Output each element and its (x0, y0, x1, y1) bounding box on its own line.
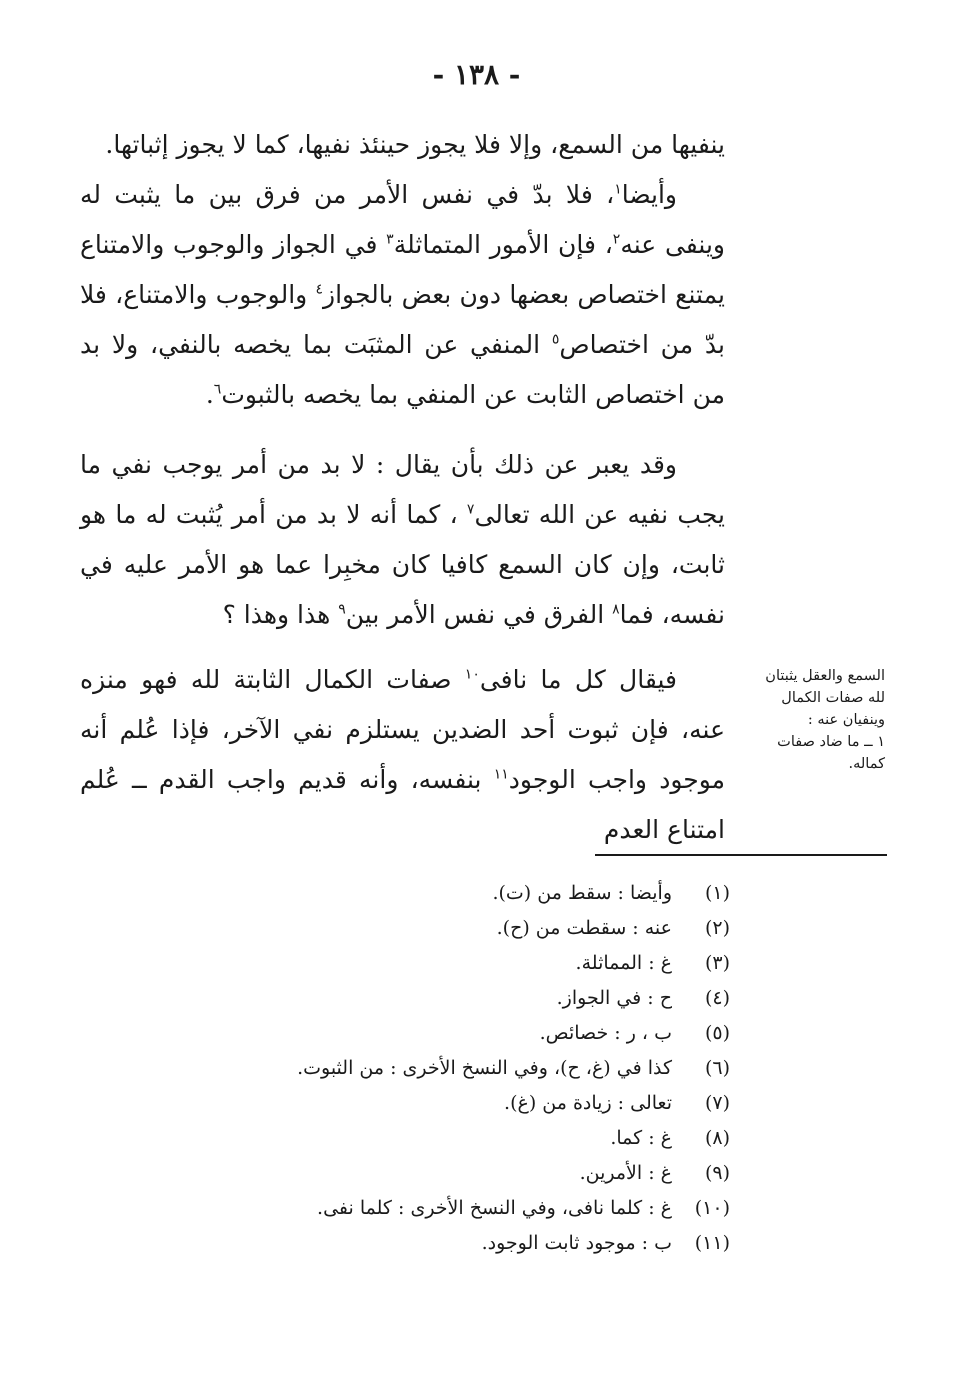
footnote-10 (230, 1191, 730, 1226)
footnote-text: عنه : سقطت من (ح). (496, 917, 672, 939)
footnote-text: غ : المماثلة. (575, 952, 672, 974)
footnote-1 (230, 876, 730, 911)
text-run: وأيضا (621, 180, 677, 209)
margin-note-line: السمع والعقل يثبتان (765, 668, 885, 684)
footnote-number: (١١) (694, 1232, 730, 1254)
margin-note-line: كماله. (848, 756, 885, 772)
footnote-text: ب : موجود ثابت الوجود. (481, 1232, 672, 1254)
footnote-11 (230, 1226, 730, 1261)
text-run: وقد يعبر عن ذلك بأن يقال : لا بد من أمر يوجب نفي ما يجب نفيه عن الله تعالى (80, 450, 725, 529)
footnote-4 (230, 981, 730, 1016)
footnote-separator (595, 854, 887, 856)
footnote-reference: ١ (614, 181, 622, 198)
footnote-text: غ : كما. (610, 1127, 672, 1149)
footnote-reference: ٢ (612, 231, 621, 248)
margin-note (735, 665, 885, 775)
paragraph-1 (80, 120, 725, 420)
footnote-7 (230, 1086, 730, 1121)
footnote-5 (230, 1016, 730, 1051)
footnote-8 (230, 1121, 730, 1156)
footnote-number: (١) (704, 882, 730, 904)
paragraph-2 (80, 440, 725, 640)
footnote-2 (230, 911, 730, 946)
text-run: في الجواز والوجوب والامتناع يمتنع اختصاص بعضها دون بعض بالجواز (80, 230, 725, 309)
footnote-number: (٤) (704, 987, 730, 1009)
margin-note-line: وينفيان عنه : (807, 712, 885, 728)
text-run: ينفيها من السمع، وإلا فلا يجوز حينئذ نفيها، كما لا يجوز إثباتها. (105, 130, 725, 159)
footnote-number: (٩) (704, 1162, 730, 1184)
text-run: ، فلا بدّ في نفس الأمر من فرق بين ما يثبت له وينفى عنه (80, 180, 725, 259)
footnote-3 (230, 946, 730, 981)
footnote-text: كذا في (غ، ح)، وفي النسخ الأخرى : من الثبوت. (297, 1057, 672, 1079)
text-run: ، فإن الأمور المتماثلة (393, 230, 613, 259)
text-run: بنفسه، وأنه قديم واجب القدم ــ عُلم امتناع العدم (80, 765, 725, 844)
footnote-text: ب ، ر : خصائص. (539, 1022, 672, 1044)
margin-note-line: لله صفات الكمال (781, 690, 885, 706)
footnote-reference: ٣ (386, 231, 394, 248)
footnote-text: تعالى : زيادة من (غ). (504, 1092, 672, 1114)
footnote-number: (١٠) (694, 1197, 730, 1219)
footnote-number: (٢) (704, 917, 730, 939)
text-run: ، كما أنه لا بد من أمر يُثبت له ما هو ثابت، وإن كان السمع كافيا كان مخبِرا عما هو الأمر عليه في نفسه، فما (80, 500, 725, 629)
footnote-number: (٦) (704, 1057, 730, 1079)
text-run: فيقال كل ما نافى (479, 665, 677, 694)
text-run: هذا وهذا ؟ (222, 600, 339, 629)
footnote-reference: ١٠ (464, 666, 480, 683)
footnote-text: وأيضا : سقط من (ت). (492, 882, 672, 904)
footnote-number: (٥) (704, 1022, 730, 1044)
text-run: والوجوب والامتناع، فلا بدّ من اختصاص (80, 280, 725, 359)
footnote-text: غ : الأمرين. (579, 1162, 672, 1184)
footnote-number: (٧) (704, 1092, 730, 1114)
footnote-text: ح : في الجواز. (556, 987, 672, 1009)
footnote-9 (230, 1156, 730, 1191)
footnote-reference: ٦ (213, 381, 222, 398)
footnote-reference: ٤ (315, 281, 324, 298)
page-number: - ١٣٨ - (432, 58, 521, 91)
margin-note-line: ١ ــ ما ضاد صفات (777, 734, 885, 750)
footnote-number: (٣) (704, 952, 730, 974)
footnote-reference: ٧ (466, 501, 475, 518)
footnotes (230, 876, 730, 1261)
text-run: صفات الكمال الثابتة لله فهو منزه عنه، فإن ثبوت أحد الضدين يستلزم نفي الآخر، فإذا عُلم أنه موجود واجب الوجود (80, 665, 726, 794)
text-run: الفرق في نفس الأمر بين (345, 600, 613, 629)
footnote-6 (230, 1051, 730, 1086)
footnote-reference: ٥ (551, 331, 560, 348)
paragraph-3 (80, 655, 725, 855)
footnote-reference: ١١ (493, 766, 509, 783)
footnote-reference: ٨ (612, 601, 620, 618)
text-run: المنفي عن المثبَت بما يخصه بالنفي، ولا بد من اختصاص الثابت عن المنفي بما يخصه بالثبوت (80, 330, 725, 409)
footnote-number: (٨) (704, 1127, 730, 1149)
footnote-text: غ : كلما نافى، وفي النسخ الأخرى : كلما نفى. (317, 1197, 672, 1219)
footnote-reference: ٩ (338, 601, 346, 618)
text-run: . (205, 380, 214, 409)
